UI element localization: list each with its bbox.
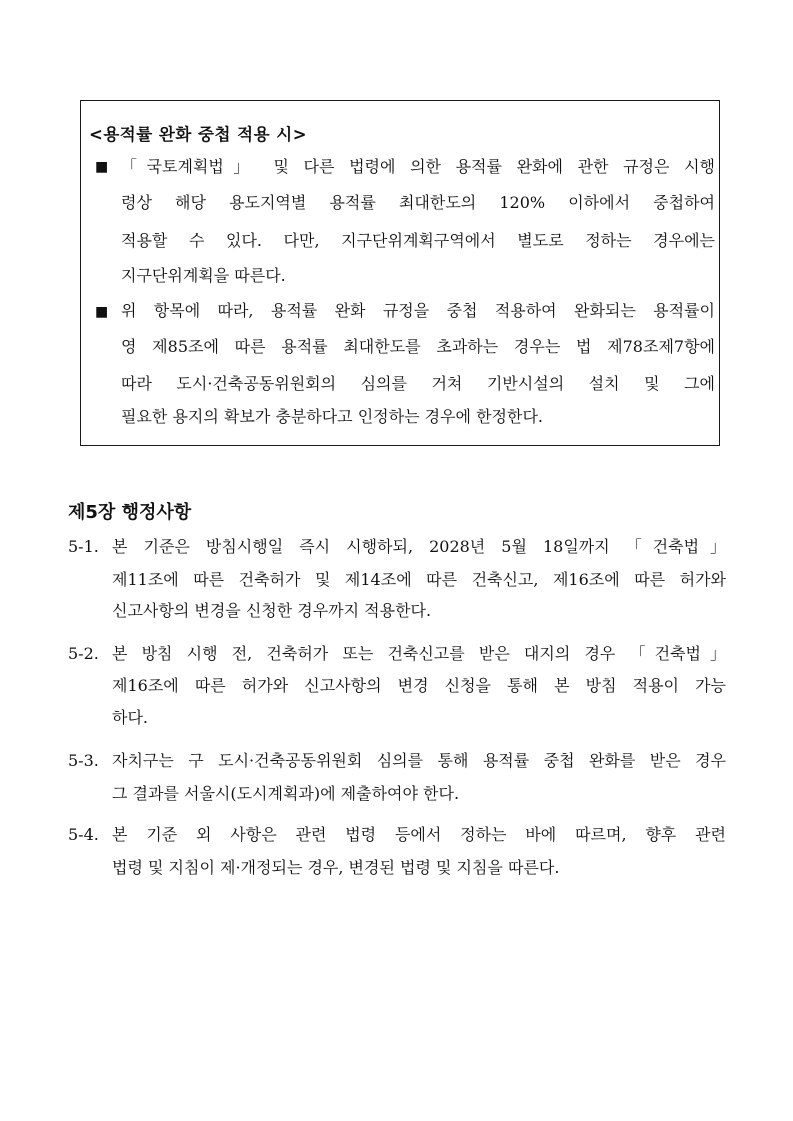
item-line: 법령 및 지침이 제·개정되는 경우, 변경된 법령 및 지침을 따른다.: [112, 858, 560, 877]
item-line: 본 기준은 방침시행일 즉시 시행하되, 2028년 5월 18일까지 「건축법」: [112, 537, 726, 556]
bullet-square-icon: ■: [95, 304, 109, 320]
item-number: 5-2.: [68, 644, 99, 663]
notice-line: 필요한 용지의 확보가 충분하다고 인정하는 경우에 한정한다.: [121, 407, 544, 426]
item-line: 자치구는 구 도시·건축공동위원회 심의를 통해 용적률 중첩 완화를 받은 경우: [112, 751, 726, 770]
notice-line: 지구단위계획을 따른다.: [121, 266, 286, 285]
item-number: 5-3.: [68, 751, 99, 770]
chapter-title: 제5장 행정사항: [68, 502, 192, 523]
item-line: 제16조에 따른 허가와 신고사항의 변경 신청을 통해 본 방침 적용이 가능: [112, 676, 726, 695]
notice-line: 령상 해당 용도지역별 용적률 최대한도의 120% 이하에서 중첩하여: [121, 193, 715, 212]
notice-line: 「국토계획법」 및 다른 법령에 의한 용적률 완화에 관한 규정은 시행: [121, 157, 715, 176]
notice-line: 따라 도시·건축공동위원회의 심의를 거쳐 기반시설의 설치 및 그에: [121, 374, 715, 393]
item-line: 신고사항의 변경을 신청한 경우까지 적용한다.: [112, 601, 432, 620]
item-line: 하다.: [112, 708, 148, 727]
item-line: 본 기준 외 사항은 관련 법령 등에서 정하는 바에 따르며, 향후 관련: [112, 825, 726, 844]
item-number: 5-4.: [68, 825, 99, 844]
bullet-square-icon: ■: [95, 159, 109, 175]
item-line: 본 방침 시행 전, 건축허가 또는 건축신고를 받은 대지의 경우 「건축법」: [112, 644, 726, 663]
notice-box: [80, 100, 720, 446]
notice-line: 위 항목에 따라, 용적률 완화 규정을 중첩 적용하여 완화되는 용적률이: [121, 301, 715, 320]
notice-line: 영 제85조에 따른 용적률 최대한도를 초과하는 경우는 법 제78조제7항에: [121, 337, 715, 356]
item-line: 그 결과를 서울시(도시계획과)에 제출하여야 한다.: [112, 784, 460, 803]
notice-line: 적용할 수 있다. 다만, 지구단위계획구역에서 별도로 정하는 경우에는: [121, 231, 715, 250]
item-line: 제11조에 따른 건축허가 및 제14조에 따른 건축신고, 제16조에 따른 허가와: [112, 570, 726, 589]
item-number: 5-1.: [68, 537, 99, 556]
notice-box-title: <용적률 완화 중첩 적용 시>: [89, 125, 308, 144]
